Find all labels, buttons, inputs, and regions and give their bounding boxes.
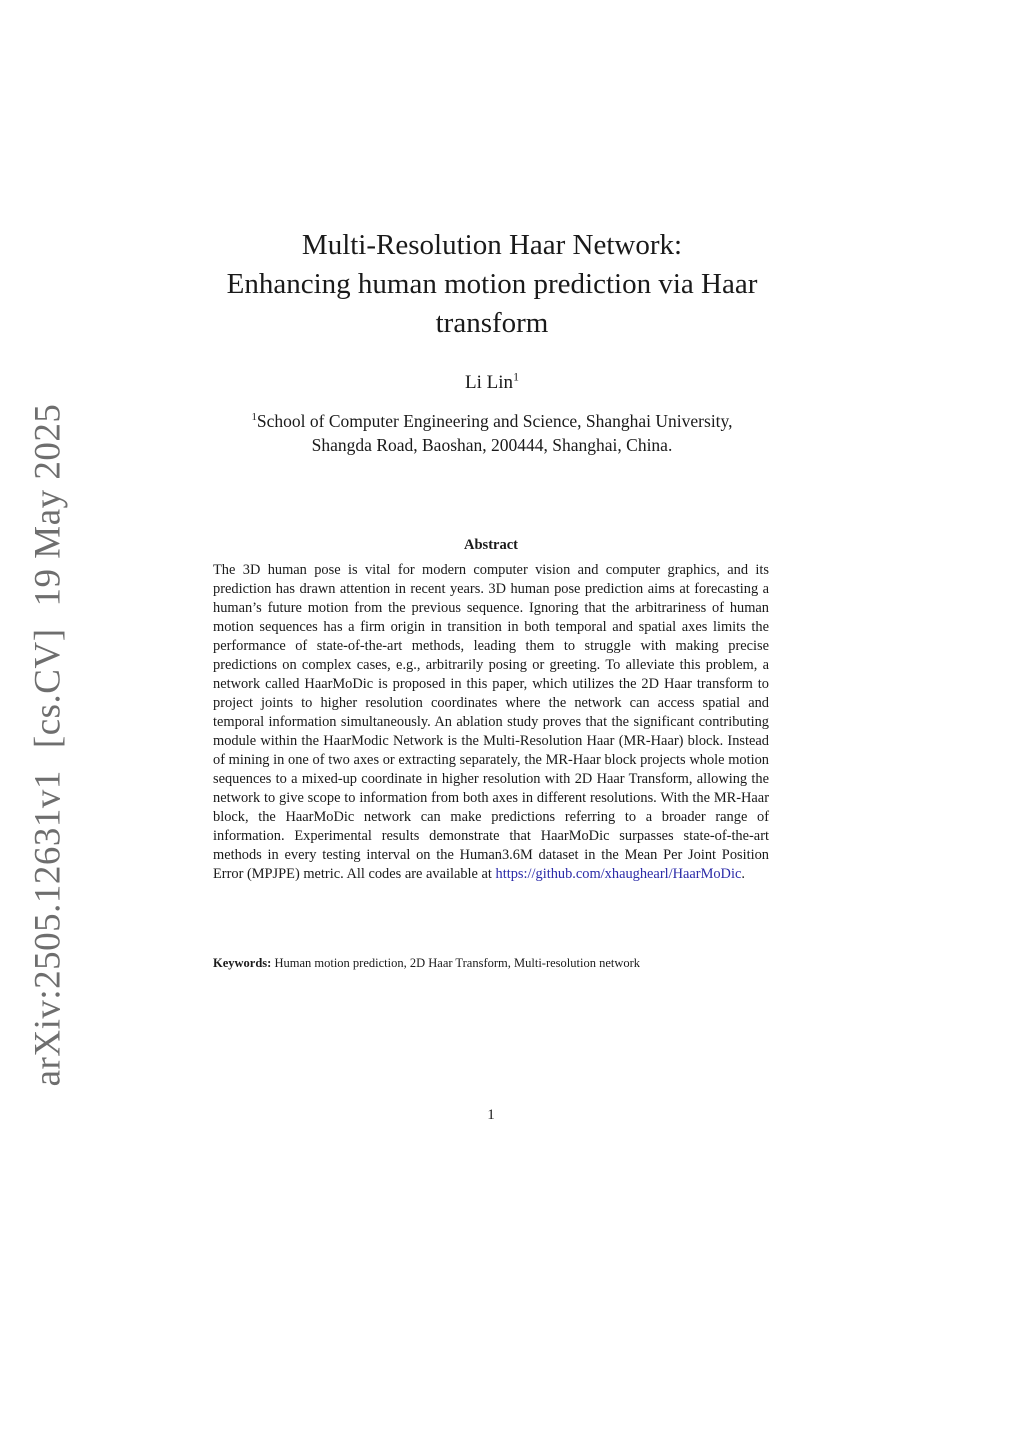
abstract-body <box>213 561 769 884</box>
abstract-end: . <box>741 866 745 882</box>
arxiv-date: 19 May 2025 <box>27 403 69 607</box>
keywords <box>213 956 773 971</box>
author-name: Li Lin <box>465 372 514 393</box>
paper-title <box>212 226 772 343</box>
arxiv-id: arXiv:2505.12631v1 <box>27 770 69 1087</box>
abstract-heading: Abstract <box>464 537 518 553</box>
title-line: Enhancing human motion prediction via Haar <box>226 268 758 300</box>
affiliation-marker: 1 <box>251 411 257 424</box>
affiliation-line: School of Computer Engineering and Science, Shanghai University, <box>256 411 733 431</box>
title-line: Multi-Resolution Haar Network: <box>301 229 683 261</box>
affiliation-line: Shangda Road, Baoshan, 200444, Shanghai, China. <box>311 435 673 455</box>
code-repository-link[interactable]: https://github.com/xhaughearl/HaarMoDic <box>495 866 742 882</box>
affiliation <box>212 409 772 457</box>
keywords-label: Keywords: <box>213 956 272 970</box>
title-line: transform <box>435 307 549 339</box>
keywords-text: Human motion prediction, 2D Haar Transform, Multi-resolution network <box>274 956 641 970</box>
arxiv-category: [cs.CV] <box>27 628 69 749</box>
author-affiliation-marker: 1 <box>513 370 519 384</box>
page-number: 1 <box>487 1107 495 1123</box>
author <box>212 372 772 394</box>
arxiv-identifier-stamp <box>27 404 70 1087</box>
abstract-text: The 3D human pose is vital for modern computer vision and computer graphics, and its prediction has drawn attention in recent years. 3D human pose prediction aims at forecasting a human’s future motion from the previous sequence. Ignoring that the arbitrariness of human motion sequences has a firm origin in transition in both temporal and spatial axes limits the performance of state-of-the-art methods, leading them to struggle with making precise predictions on complex cases, e.g., arbitrarily posing or greeting. To alleviate this problem, a network called HaarMoDic is proposed in this paper, which utilizes the 2D Haar transform to project joints to higher resolution coordinates where the network can access spatial and temporal information simultaneously. An ablation study proves that the significant contributing module within the HaarModic Network is the Multi-Resolution Haar (MR-Haar) block. Instead of mining in one of two axes or extracting separately, the MR-Haar block projects whole motion sequences to a mixed-up coordinate in higher resolution with 2D Haar Transform, allowing the network to give scope to information from both axes in different resolutions. With the MR-Haar block, the HaarMoDic network can make predictions referring to a broader range of information. Experimental results demonstrate that HaarMoDic surpasses state-of-the-art methods in every testing interval on the Human3.6M dataset in the Mean Per Joint Position Error (MPJPE) metric. All codes are available at <box>213 562 769 882</box>
